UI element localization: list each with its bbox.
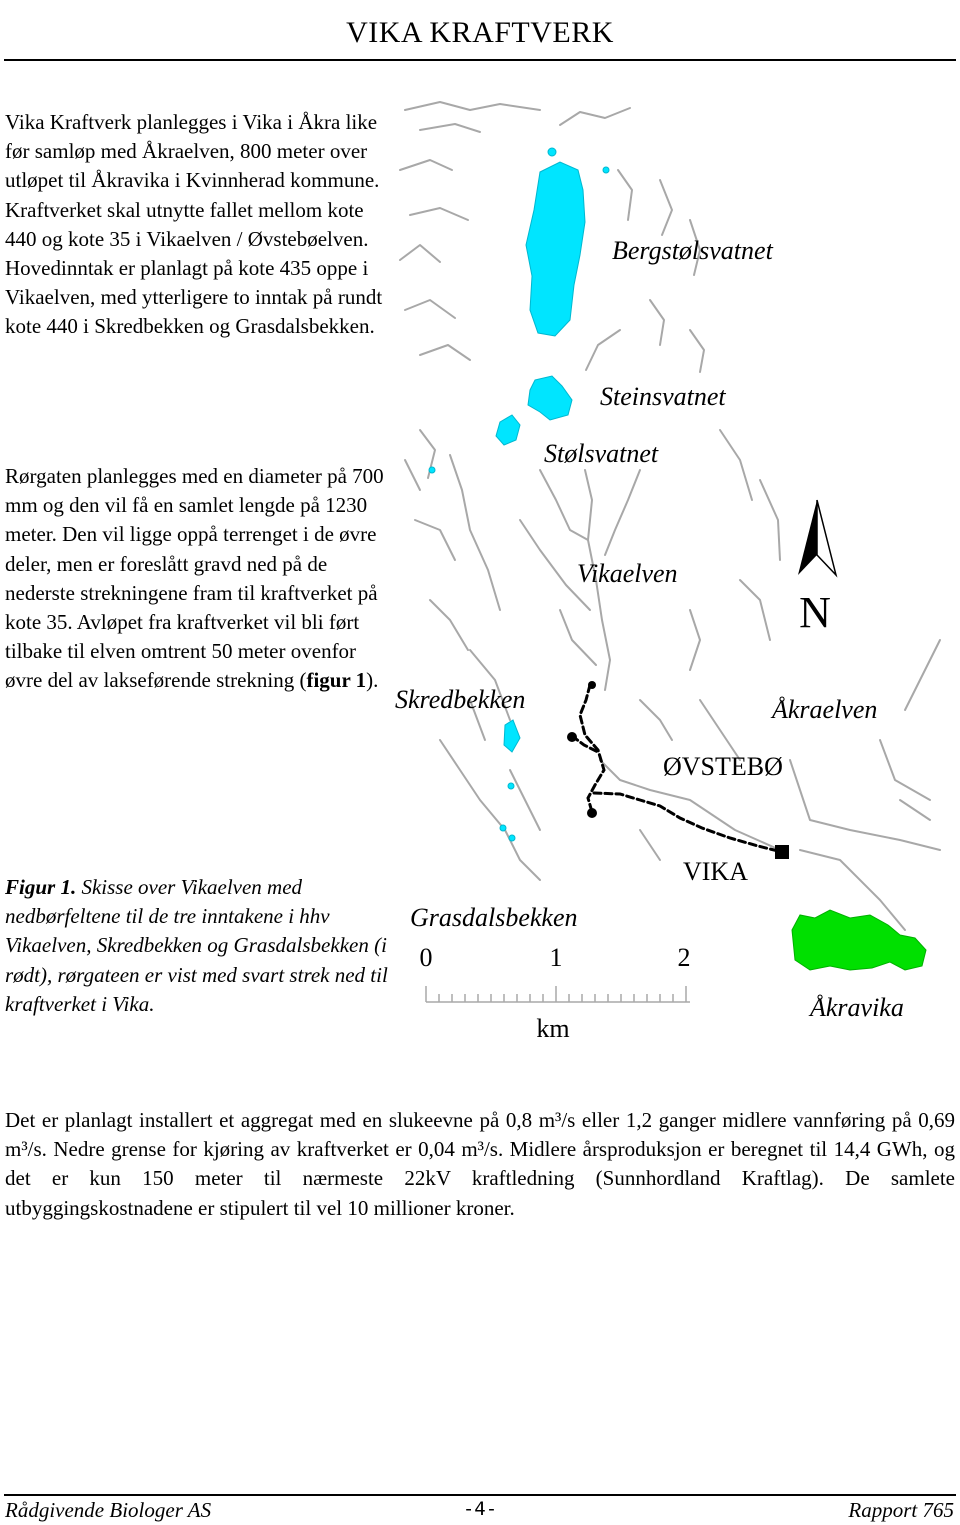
scale-bar: [426, 986, 690, 1002]
page-title: VIKA KRAFTVERK: [346, 16, 614, 49]
bergstolsvatnet-lake: [526, 162, 585, 336]
footer-publisher: Rådgivende Biologer AS: [5, 1498, 212, 1522]
footer-page-number: -4-: [462, 1498, 498, 1520]
intake-skredbekken: [567, 732, 577, 742]
scale-tick-0: 0: [419, 943, 433, 972]
scale-tick-1: 1: [549, 943, 563, 972]
stolsvatnet-lake: [496, 415, 520, 445]
intro-paragraph-2-lead: Rørgaten planlegges med en diameter på 700 mm og den vil få en samlet lengde på 1230 meter. Den vil ligge oppå terrenget i de øvre deler, men er foreslått gravd ned på de nederste strekningene fram til kraftverket på kote 35. Avløpet fra kraftverket vil bli ført tilbake til elven omtrent 50 meter ovenfor øvre del av lakseførende strekning (: [5, 464, 384, 693]
figure-reference: figur 1: [306, 668, 367, 693]
intro-paragraph-2: [5, 462, 387, 696]
north-label: N: [799, 588, 831, 637]
small-lake: [500, 825, 506, 831]
north-arrow: [798, 500, 836, 637]
figure-caption-label: Figur 1.: [5, 875, 77, 899]
label-steinsvatnet: Steinsvatnet: [600, 382, 726, 411]
intake-vikaelven: [588, 681, 596, 689]
small-lake: [548, 148, 556, 156]
intro-paragraph-1: Vika Kraftverk planlegges i Vika i Åkra like før samløp med Åkraelven, 800 meter over utløpet til Åkravika i Kvinnherad kommune. Kraftverket skal utnytte fallet mellom kote 440 og kote 35 i Vikaelven / Øvstebøelven. Hovedinntak er planlagt på kote 435 oppe i Vikaelven, med ytterligere to inntak på rundt kote 440 i Skredbekken og Grasdalsbekken.: [5, 110, 383, 339]
intro-paragraph-2-tail: ).: [366, 668, 379, 693]
akravika-sea: [792, 910, 926, 970]
footer-report-number: Rapport 765: [848, 1498, 954, 1522]
body-paragraph: Det er planlagt installert et aggregat med en slukeevne på 0,8 m³/s eller 1,2 ganger midlere vannføring på 0,69 m³/s. Nedre grense for kjøring av kraftverket er 0,04 m³/s. Midlere årsproduksjon er beregnet til 14,4 GWh, og det er kun 150 meter til nærmeste 22kV kraftledning (Sunnhordland Kraftlag). De samlete utbyggingskostnadene er stipulert til vel 10 millioner kroner.: [5, 1108, 955, 1220]
small-lake: [509, 835, 515, 841]
river-network: [400, 102, 940, 930]
label-grasdalsbekken: Grasdalsbekken: [410, 903, 578, 932]
label-stolsvatnet: Stølsvatnet: [544, 439, 659, 468]
lakes: [429, 148, 609, 841]
small-lake: [508, 783, 514, 789]
label-akraelven: Åkraelven: [772, 695, 878, 724]
skredbekken-lake: [504, 720, 520, 752]
figure-caption: [5, 873, 390, 1019]
label-vika: VIKA: [683, 857, 748, 886]
small-lake: [429, 467, 435, 473]
catchment-map: [395, 95, 955, 1055]
title-rule: [4, 59, 956, 61]
label-akravika: Åkravika: [810, 993, 904, 1022]
steinsvatnet-lake: [528, 376, 572, 420]
label-bergstolsvatnet: Bergstølsvatnet: [612, 236, 773, 265]
footer-rule: [4, 1494, 956, 1496]
scale-unit: km: [536, 1014, 570, 1043]
label-vikaelven: Vikaelven: [577, 559, 678, 588]
small-lake: [603, 167, 609, 173]
intake-grasdalsbekken: [587, 808, 597, 818]
power-station: [775, 845, 789, 859]
figure-caption-text: Skisse over Vikaelven med nedbørfeltene til de tre inntakene i hhv Vikaelven, Skredbekken og Grasdalsbekken (i rødt), rørgateen er vist med svart strek ned til kraftverket i Vika.: [5, 875, 388, 1016]
scale-tick-2: 2: [677, 943, 691, 972]
label-ovstebo: ØVSTEBØ: [663, 752, 783, 781]
label-skredbekken: Skredbekken: [395, 685, 526, 714]
